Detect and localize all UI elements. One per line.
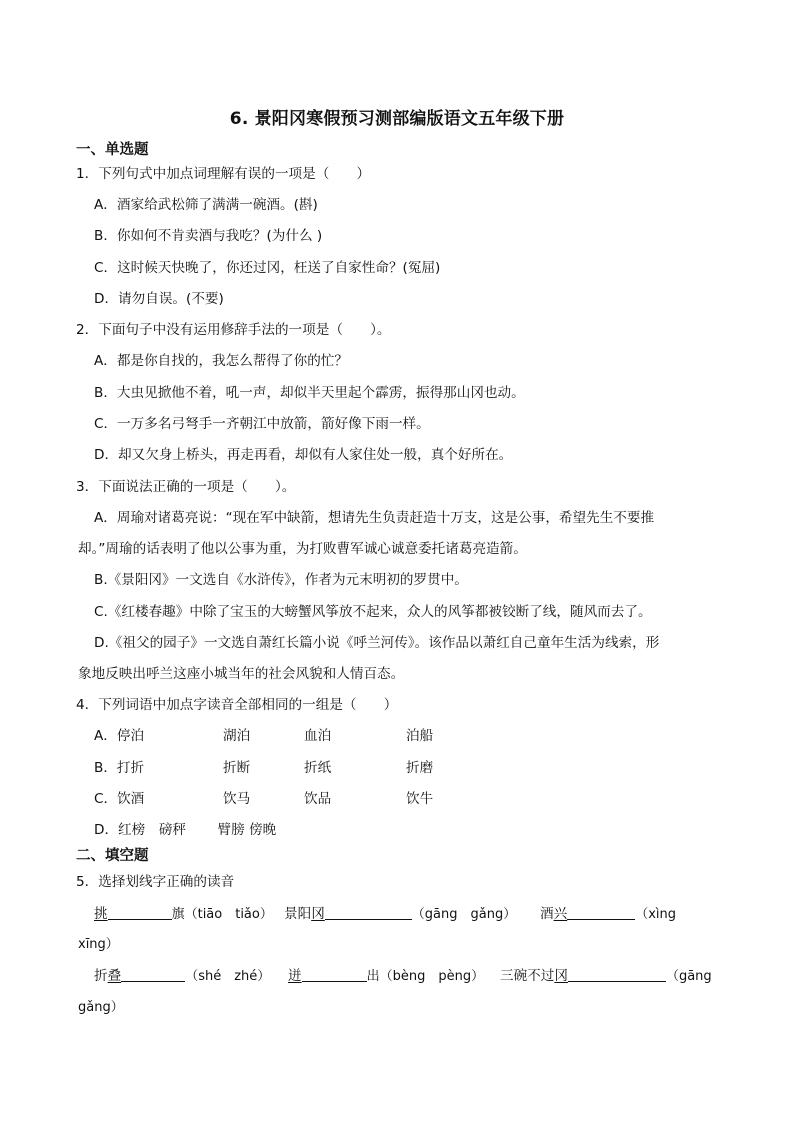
option-label: A．停泊 (94, 728, 145, 744)
question-5-line-1-wrap: xīng） (78, 937, 119, 952)
pinyin-choices: 旗（tiāo tiǎo） (171, 907, 273, 922)
question-1-option-c: C．这时候天快晚了，你还过冈，枉送了自家性命？(冤屈) (94, 260, 441, 276)
word-prefix: 折 (94, 968, 108, 984)
question-4-option-d: D．红榜 磅秤 臂膀 傍晚 (94, 822, 277, 838)
option-word: 饮品 (304, 791, 332, 807)
question-2-option-b: B．大虫见掀他不着，吼一声，却似半天里起个霹雳，振得那山冈也动。 (94, 385, 525, 401)
question-3-option-a-line2: 却。”周瑜的话表明了他以公事为重，为打败曹军诚心诚意委托诸葛亮造箭。 (78, 541, 527, 557)
question-2-option-a: A．都是你自找的，我怎么帮得了你的忙？ (94, 353, 348, 369)
option-label: C．饮酒 (94, 791, 145, 807)
answer-blank[interactable] (108, 905, 172, 920)
question-5-stem: 5．选择划线字正确的读音 (76, 874, 235, 890)
question-2-option-c: C．一万多名弓弩手一齐朝江中放箭，箭好像下雨一样。 (94, 416, 430, 432)
question-5-line-1 (94, 904, 714, 924)
pinyin-choices: （gāng (665, 969, 712, 984)
option-word: 饮牛 (406, 791, 434, 807)
underlined-char: 冈 (554, 968, 568, 984)
underlined-char: 叠 (107, 968, 122, 984)
question-1-option-b: B．你如何不肯卖酒与我吃？(为什么 ) (94, 228, 323, 244)
section-heading-single-choice: 一、单选题 (76, 142, 149, 158)
pinyin-choices: （gāng gǎng） (411, 907, 517, 922)
question-4-stem: 4．下列词语中加点字读音全部相同的一组是（ ） (76, 697, 398, 713)
option-word: 血泊 (304, 728, 332, 744)
pinyin-choices: （xìng (635, 907, 676, 922)
option-word: 折磨 (406, 760, 434, 776)
option-word: 折断 (223, 760, 251, 776)
question-2-option-d: D．却又欠身上桥头，再走再看，却似有人家住处一般，真个好所在。 (94, 447, 513, 463)
question-4-option-b (94, 758, 494, 778)
answer-blank[interactable] (568, 967, 666, 982)
pinyin-choices: （shé zhé） (185, 969, 271, 984)
question-3-option-c: C.《红楼春趣》中除了宝玉的大螃蟹风筝放不起来，众人的风筝都被铰断了线，随风而去了。 (94, 604, 652, 620)
question-3-option-b: B.《景阳冈》一文选自《水浒传》，作者为元末明初的罗贯中。 (94, 572, 468, 588)
question-3-stem: 3．下面说法正确的一项是（ ）。 (76, 479, 296, 495)
question-2-stem: 2．下面句子中没有运用修辞手法的一项是（ ）。 (76, 322, 391, 338)
option-word: 折纸 (304, 760, 332, 776)
question-4-option-c (94, 789, 494, 809)
question-3-option-d-line1: D.《祖父的园子》一文选自萧红长篇小说《呼兰河传》。该作品以萧红自己童年生活为线索，形 (94, 635, 660, 651)
question-3-option-a-line1: A．周瑜对诸葛亮说：“现在军中缺箭，想请先生负责赶造十万支，这是公事，希望先生不要推 (94, 510, 655, 526)
underlined-char: 挑 (94, 906, 108, 922)
option-label: B．打折 (94, 760, 145, 776)
question-1-stem: 1．下列句式中加点词理解有误的一项是（ ） (76, 166, 371, 182)
answer-blank[interactable] (302, 967, 367, 982)
answer-blank[interactable] (567, 905, 635, 920)
answer-blank[interactable] (121, 967, 185, 982)
question-1-option-a: A．酒家给武松筛了满满一碗酒。(斟) (94, 197, 318, 213)
word-prefix: 景阳 (284, 906, 312, 922)
question-1-option-d: D．请勿自误。(不要) (94, 291, 224, 307)
question-4-option-a (94, 726, 494, 746)
option-word: 泊船 (406, 728, 434, 744)
pinyin-choices: 出（bèng pèng） (366, 969, 485, 984)
question-5-line-2-wrap: gǎng） (78, 1000, 124, 1015)
section-heading-fill-in: 二、填空题 (76, 848, 149, 864)
word-prefix: 三碗不过 (500, 968, 555, 984)
underlined-char: 迸 (288, 968, 302, 984)
question-3-option-d-line2: 象地反映出呼兰这座小城当年的社会风貌和人情百态。 (78, 666, 405, 682)
underlined-char: 兴 (553, 906, 568, 922)
option-word: 饮马 (223, 791, 251, 807)
underlined-char: 冈 (311, 906, 325, 922)
answer-blank[interactable] (325, 905, 412, 920)
question-5-line-2 (94, 966, 714, 986)
word-prefix: 酒 (540, 906, 554, 922)
option-word: 湖泊 (223, 728, 251, 744)
page-title: 6. 景阳冈寒假预习测部编版语文五年级下册 (229, 109, 565, 129)
